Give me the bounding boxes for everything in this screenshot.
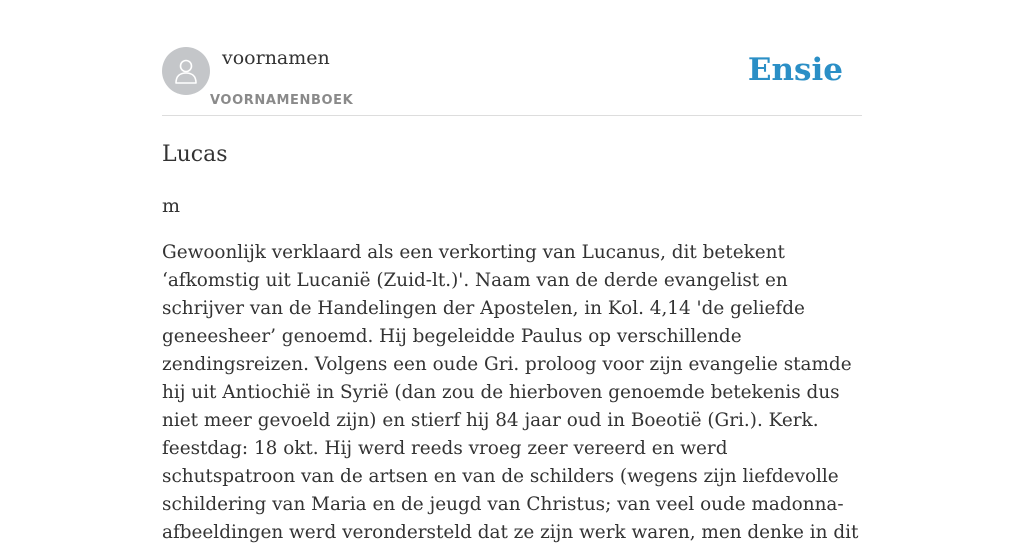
- book-subtitle-link[interactable]: VOORNAMENBOEK: [210, 93, 354, 108]
- edge-fade: [934, 380, 1024, 512]
- avatar[interactable]: [162, 47, 210, 95]
- book-title-link[interactable]: voornamen: [222, 47, 330, 69]
- user-icon: [171, 56, 201, 86]
- content-container: [162, 0, 862, 543]
- entry-title: Lucas: [162, 142, 228, 167]
- entry-body: Gewoonlijk verklaard als een verkorting van Lucanus, dit betekent ‘afkomstig uit Lucanië (Zuid-lt.)'. Naam van de derde evangelist en schrijver van de Handelingen der Apostelen, in Kol. 4,14 'de geliefde geneesheer’ genoemd. Hij begeleidde Paulus op verschillende zendingsreizen. Volgens een oude Gri. proloog voor zijn evangelie stamde hij uit Antiochië in Syrië (dan zou de hierboven genoemde betekenis dus niet meer gevoeld zijn) en stierf hij 84 jaar oud in Boeotië (Gri.). Kerk. feestdag: 18 okt. Hij werd reeds vroeg zeer vereerd en werd schutspatroon van de artsen en van de schilders (wegens zijn liefdevolle schildering van Maria en de jeugd van Christus; van veel oude madonna-afbeeldingen werd verondersteld dat ze zijn werk waren, men denke in dit: [162, 242, 859, 543]
- header: [162, 0, 862, 116]
- entry-gender: m: [162, 195, 181, 217]
- ensie-logo[interactable]: Ensie: [747, 52, 843, 88]
